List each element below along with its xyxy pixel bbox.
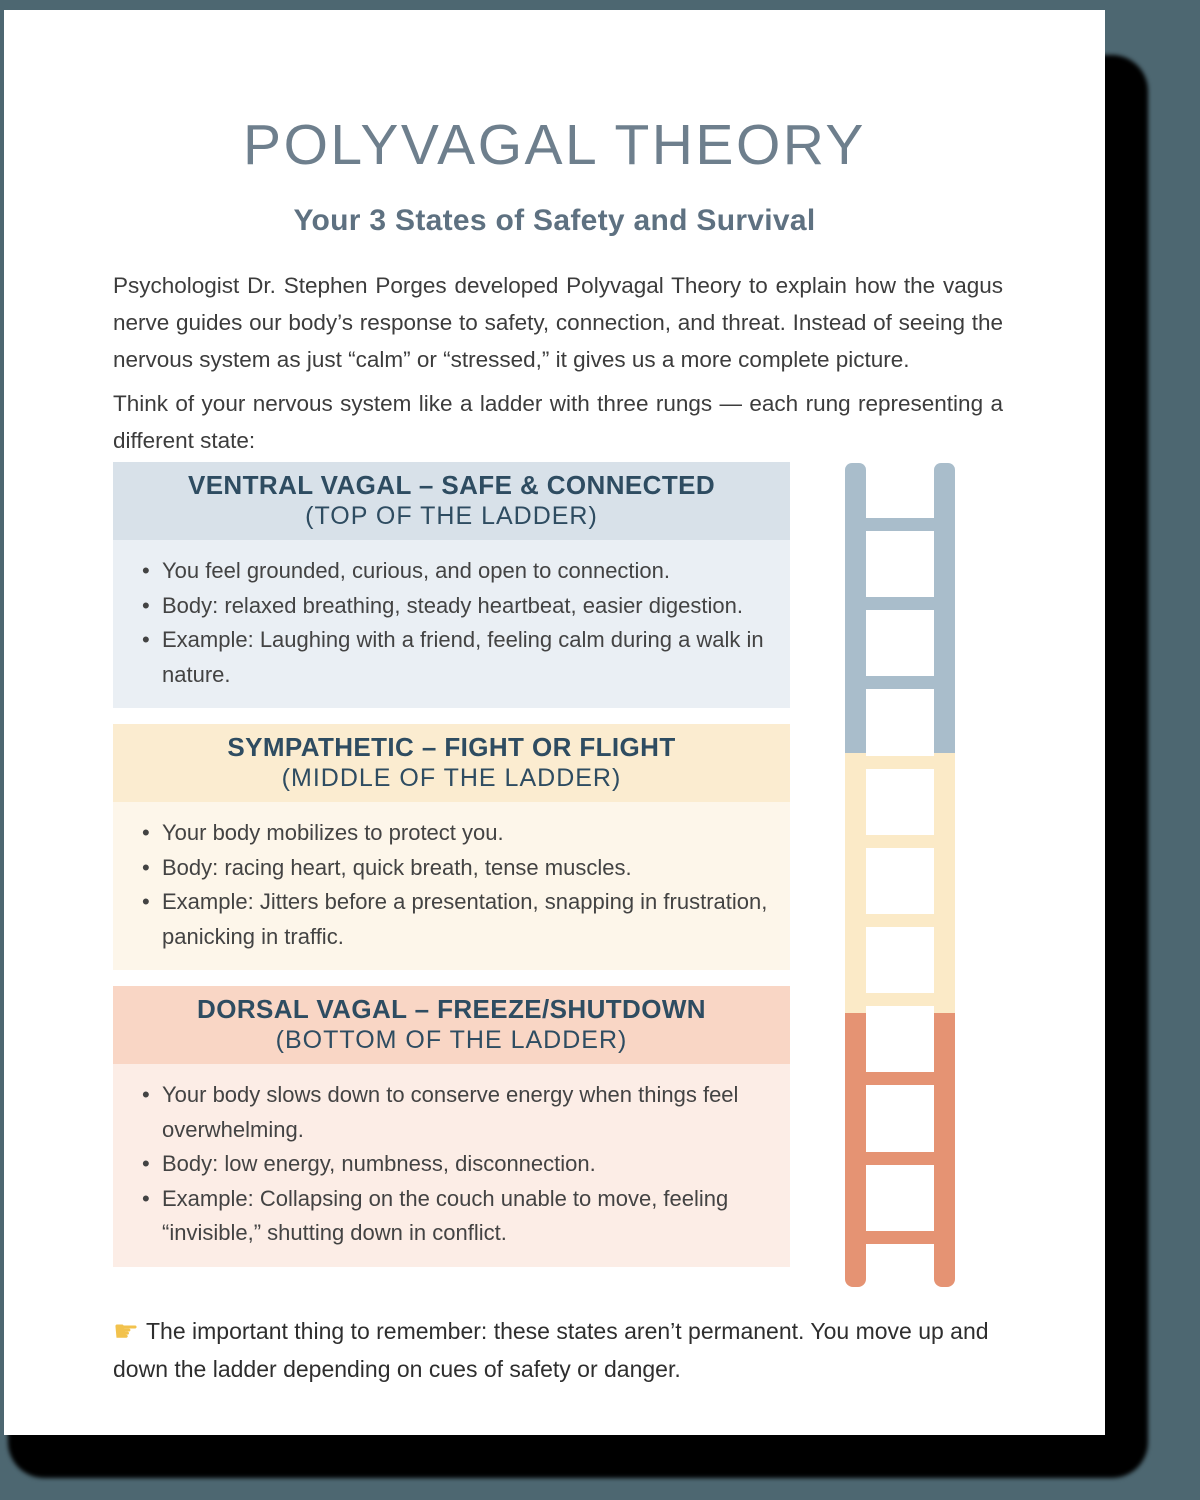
ladder-rung — [857, 914, 943, 927]
bullet-list — [140, 816, 774, 954]
ladder-rung — [857, 676, 943, 689]
list-item: • Body: racing heart, quick breath, tense muscles. — [140, 851, 774, 886]
ladder-rung — [857, 835, 943, 848]
list-item: • Your body mobilizes to protect you. — [140, 816, 774, 851]
page-title: POLYVAGAL THEORY — [243, 113, 866, 177]
ladder-rung — [857, 597, 943, 610]
pointing-hand-icon: ☛ — [113, 1316, 139, 1348]
section-body — [113, 1064, 790, 1267]
footer-text: The important thing to remember: these states aren’t permanent. You move up and down the ladder depending on cues of safety or danger. — [113, 1318, 989, 1382]
section-subtitle: (MIDDLE OF THE LADDER) — [281, 764, 622, 792]
section-title: SYMPATHETIC – FIGHT OR FLIGHT — [227, 732, 676, 762]
ladder-rung — [857, 1072, 943, 1085]
page-subtitle: Your 3 States of Safety and Survival — [293, 204, 816, 237]
list-item: • Your body slows down to conserve energy when things feel overwhelming. — [140, 1078, 774, 1147]
section-dorsal-vagal — [113, 986, 790, 1267]
section-body — [113, 540, 790, 708]
ladder-rung — [857, 518, 943, 531]
section-header — [113, 724, 790, 802]
list-item: • Example: Laughing with a friend, feeling calm during a walk in nature. — [140, 623, 774, 692]
footer-note — [113, 1313, 1009, 1388]
section-subtitle: (TOP OF THE LADDER) — [305, 502, 598, 530]
section-subtitle: (BOTTOM OF THE LADDER) — [275, 1026, 628, 1054]
section-sympathetic — [113, 724, 790, 970]
intro-paragraph: Psychologist Dr. Stephen Porges developed Polyvagal Theory to explain how the vagus nerve guides our body’s response to safety, connection, and threat. Instead of seeing the nervous system as just “calm” or “stressed,” it gives us a more complete picture. — [113, 273, 1003, 372]
section-header — [113, 462, 790, 540]
content-area — [113, 462, 1000, 1267]
ladder-rail-left — [845, 463, 866, 1287]
document-page — [4, 10, 1105, 1435]
state-sections — [113, 462, 790, 1267]
ladder-rung — [857, 1231, 943, 1244]
intro-paragraph-2: Think of your nervous system like a ladder with three rungs — each rung representing a different state: — [113, 391, 1003, 453]
bullet-list — [140, 554, 774, 692]
list-item: • Example: Collapsing on the couch unable to move, feeling “invisible,” shutting down in conflict. — [140, 1182, 774, 1251]
ladder-rung — [857, 1152, 943, 1165]
section-title: DORSAL VAGAL – FREEZE/SHUTDOWN — [197, 994, 706, 1024]
ladder-rung — [857, 993, 943, 1006]
bullet-list — [140, 1078, 774, 1251]
list-item: • Example: Jitters before a presentation, snapping in frustration, panicking in traffic. — [140, 885, 774, 954]
section-ventral-vagal — [113, 462, 790, 708]
list-item: • Body: relaxed breathing, steady heartbeat, easier digestion. — [140, 589, 774, 624]
ladder-rail-right — [934, 463, 955, 1287]
section-body — [113, 802, 790, 970]
section-header — [113, 986, 790, 1064]
list-item: • You feel grounded, curious, and open to connection. — [140, 554, 774, 589]
ladder-rung — [857, 756, 943, 769]
section-title: VENTRAL VAGAL – SAFE & CONNECTED — [187, 470, 716, 500]
list-item: • Body: low energy, numbness, disconnection. — [140, 1147, 774, 1182]
ladder-graphic — [845, 463, 955, 1287]
